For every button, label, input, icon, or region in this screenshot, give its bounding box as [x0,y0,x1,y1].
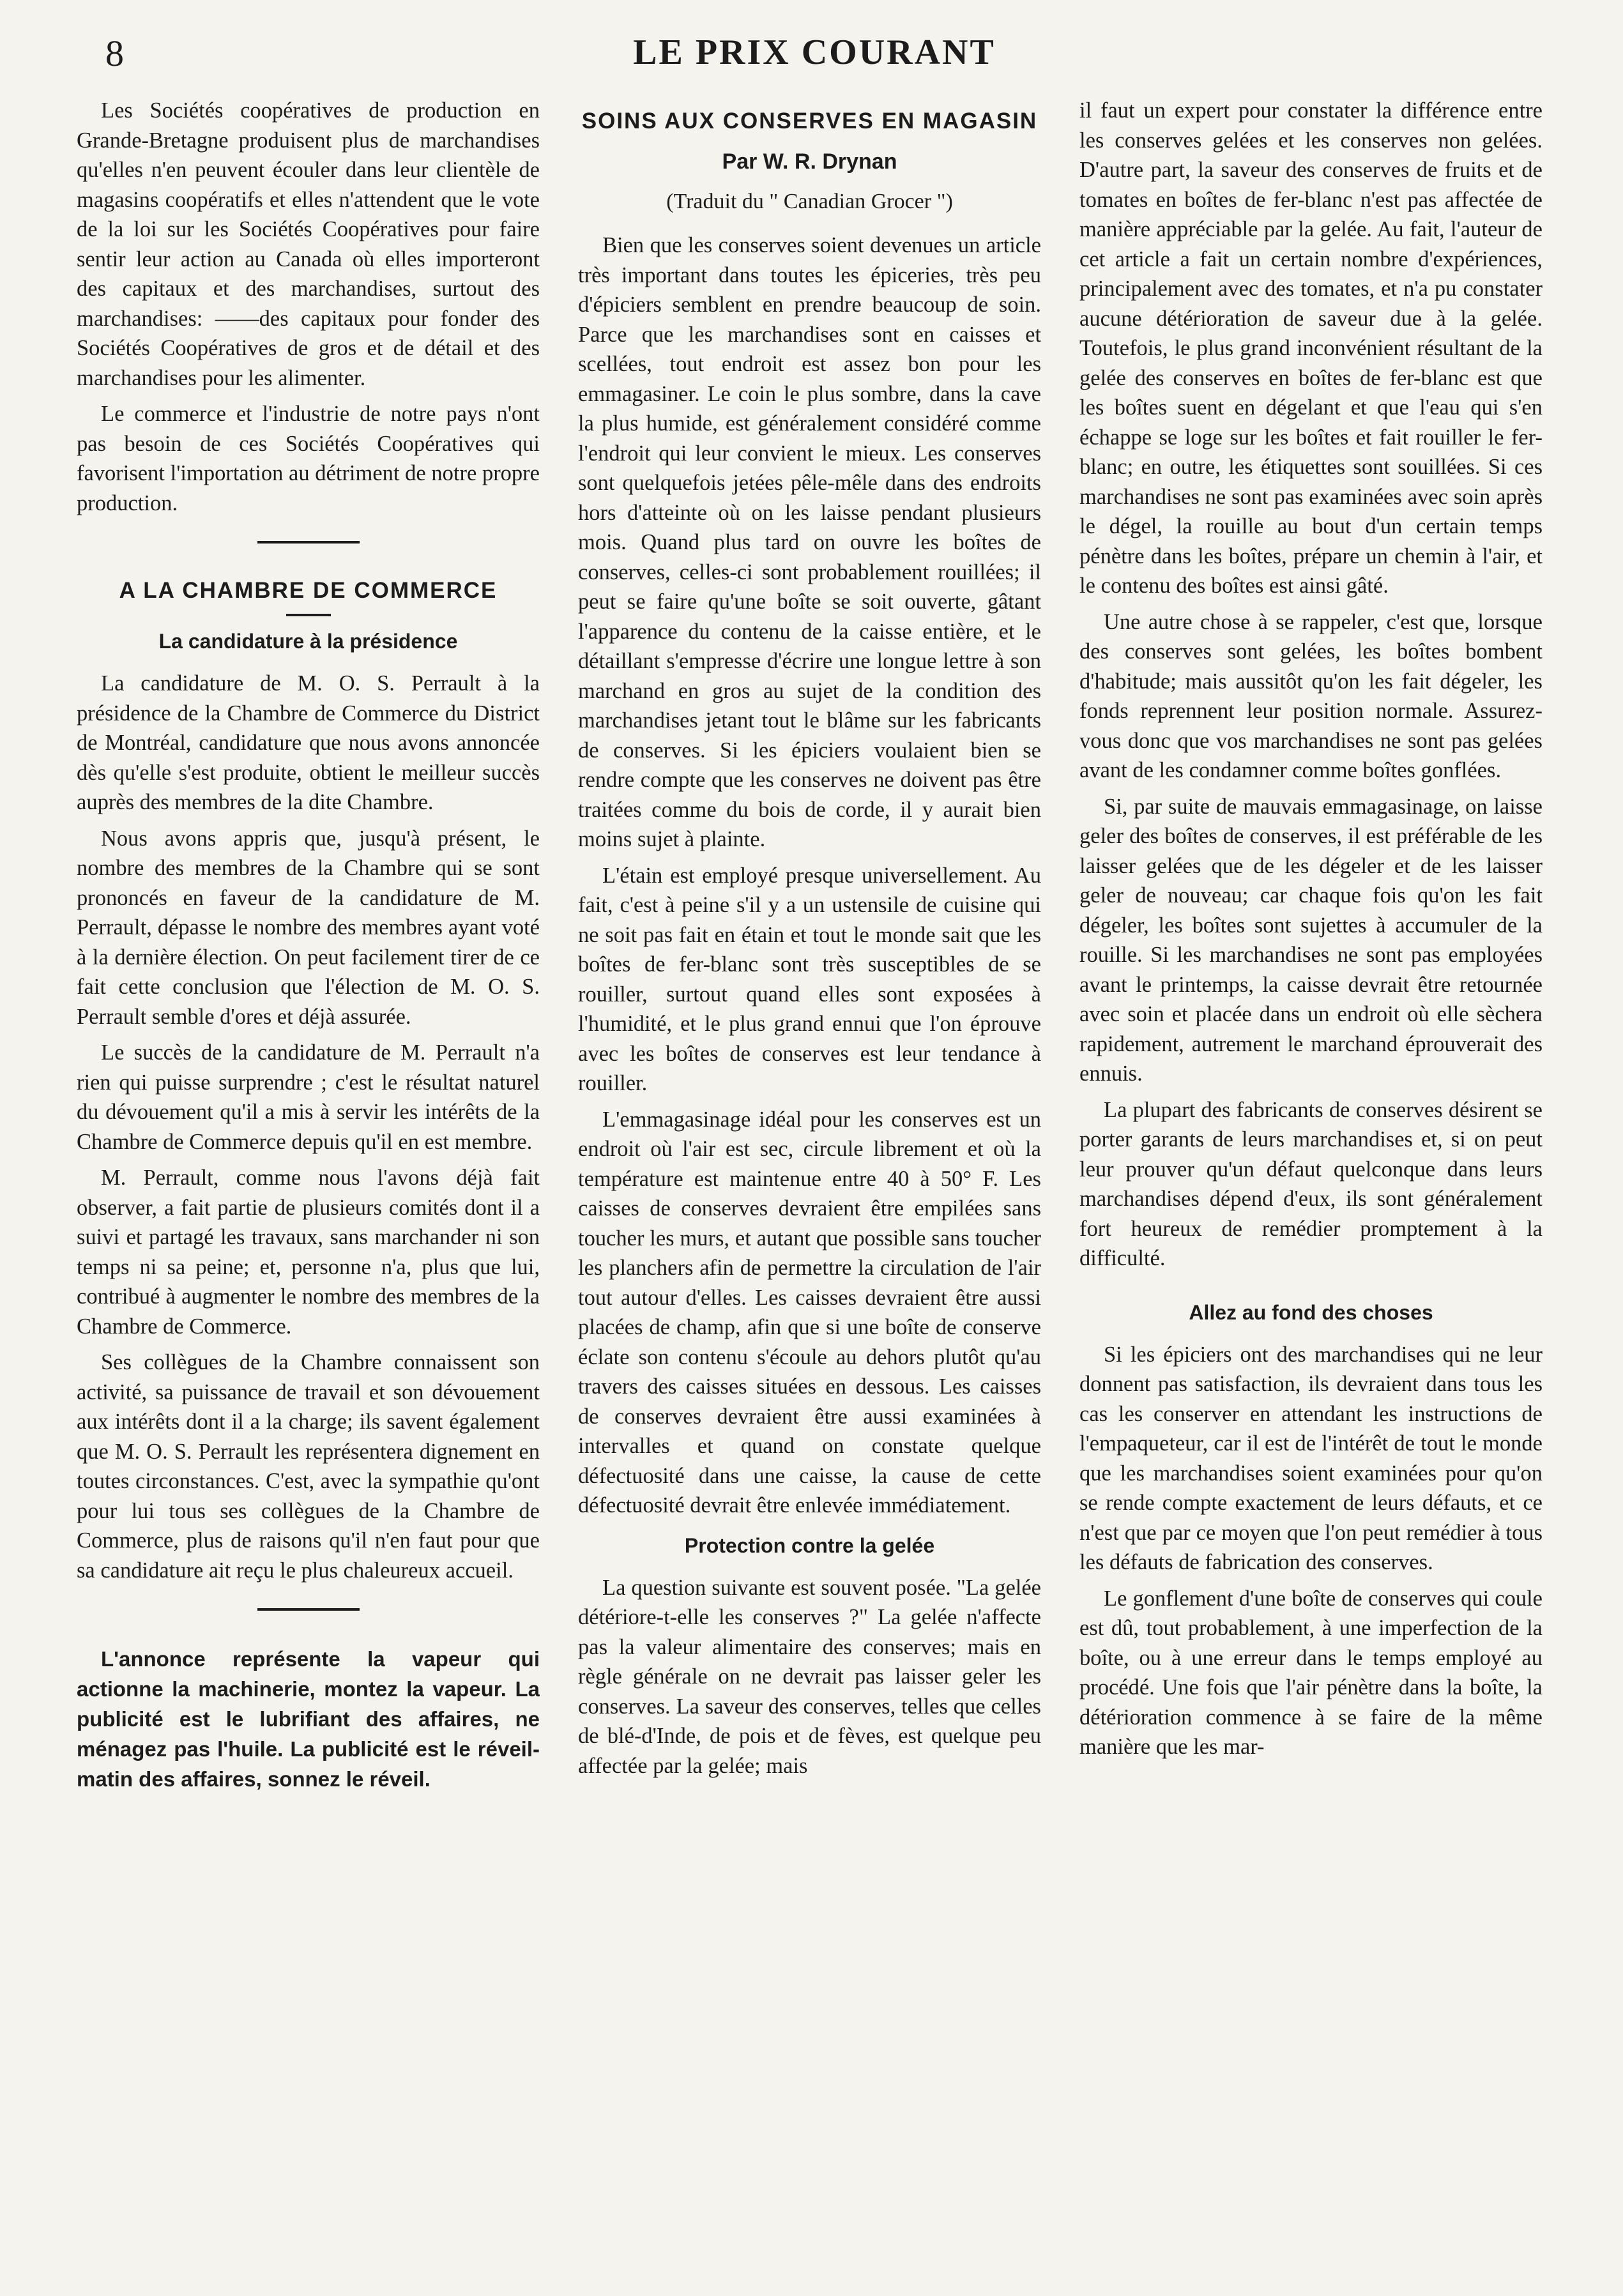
article-paragraph: La candidature de M. O. S. Perrault à la présidence de la Chambre de Commerce du District de Montréal, candidature que nous avons annoncée dès qu'elle s'est produite, obtient le meilleur succès auprès des membres de la dite Chambre. [77,671,540,814]
article-paragraph: il faut un expert pour constater la différence entre les conserves gelées et les conserves non gelées. D'autre part, la saveur des conserves de fruits et de tomates en boîtes de fer-blanc n'est pas affectée de manière appréciable par la gelée. Au fait, l'auteur de cet article a fait un certain nombre d'expériences, principalement avec des tomates, et n'a pu constater aucune détérioration de saveur due à la gelée. Toutefois, le plus grand inconvénient résultant de la gelée des conserves en boîtes de fer-blanc est que les boîtes suent en dégelant et que l'eau qui s'en échappe se loge sur les boîtes et fait rouiller le fer-blanc; en outre, les étiquettes sont souillées. Si ces marchandises ne sont pas examinées avec soin après le dégel, la rouille au bout d'un certain temps pénètre dans les boîtes, prépare un chemin à l'air, et le contenu des boîtes est ainsi gâté. [1079,98,1543,598]
article-byline: Par W. R. Drynan [722,149,897,174]
column-3 [1079,96,1543,2254]
intro-paragraph: Le commerce et l'industrie de notre pays n'ont pas besoin de ces Sociétés Coopératives qui favorisent l'importation au détriment de notre propre production. [77,402,540,515]
section-subheading: Protection contre la gelée [684,1533,935,1557]
article-paragraph: Une autre chose à se rappeler, c'est que, lorsque des conserves sont gelées, les boîtes bombent d'habitude; mais aussitôt qu'on les fait dégeler, les fonds reprennent leur position normale. Assurez-vous donc que vos marchandises ne sont pas gelées avant de les condamner comme boîtes gonflées. [1079,609,1543,782]
intro-paragraph: Les Sociétés coopératives de production en Grande-Bretagne produisent plus de marchandises qu'elles n'en peuvent écouler dans leur clientèle de magasins coopératifs et elles n'attendent que le vote de la loi sur les Sociétés Coopératives pour faire sentir leur action au Canada où elles importeront des capitaux et des marchandises, surtout des marchandises: ——des capitaux pour fonder des Sociétés Coopératives de gros et de détail et des marchandises pour les alimenter. [77,98,540,390]
page-number: 8 [105,33,124,74]
article-subtitle: La candidature à la présidence [158,630,458,653]
article-paragraph: L'emmagasinage idéal pour les conserves est un endroit où l'air est sec, circule librement et où la température est maintenue entre 40 à 50° F. Les caisses de conserves devraient être empilées sans toucher les murs, et autant que possible sans toucher les planchers afin de permettre la circulation de l'air tout autour d'elles. Les caisses devraient être aussi placées de champ, afin que si une boîte de conserve éclate son contenu s'écoule au dehors plutôt qu'au travers des caisses situées en dessous. Les caisses de conserves devraient être aussi examinées à intervalles et quand on constate quelque défectuosité dans une caisse, la cause de cette défectuosité devrait être enlevée immédiatement. [578,1107,1041,1517]
article-paragraph: La plupart des fabricants de conserves désirent se porter garants de leurs marchandises et, si on peut leur prouver qu'un défaut quelconque dans leurs marchandises dépend d'eux, ils sont généralement fort heureux de remédier promptement à la difficulté. [1079,1097,1543,1270]
article-title: SOINS AUX CONSERVES EN MAGASIN [581,109,1038,133]
notice-text: L'annonce représente la vapeur qui actionne la machinerie, montez la vapeur. La publicité est le lubrifiant des affaires, ne ménagez pas l'huile. La publicité est le réveil-matin des affaires, sonnez le réveil. [77,1647,540,1791]
article-paragraph: Si, par suite de mauvais emmagasinage, on laisse geler des boîtes de conserves, il est préférable de les laisser gelées que de les dégeler et de les laisser geler de nouveau; car chaque fois qu'on les fait dégeler, les boîtes sont sujettes à accumuler de la rouille. Si les marchandises ne sont pas employées avant le printemps, la caisse devrait être retournée avec soin et placée dans un endroit où elle sèchera rapidement, autrement le marchand éprouverait des ennuis. [1079,794,1543,1086]
title-rule [286,614,331,616]
column-1 [77,96,540,2254]
article-paragraph: Bien que les conserves soient devenues un article très important dans toutes les épiceries, très peu d'épiciers semblent en prendre beaucoup de soin. Parce que les marchandises sont en caisses et scellées, tout endroit est assez bon pour les emmagasiner. Le coin le plus sombre, dans la cave la plus humide, est généralement considéré comme l'endroit qui leur convient le mieux. Les conserves sont quelquefois jetées pêle-mêle dans des endroits hors d'atteinte où on les laisse pendant plusieurs mois. Quand plus tard on ouvre les boîtes de conserves, celles-ci sont probablement rouillées; il peut se faire qu'une boîte se soit ouverte, gâtant l'apparence du contenu de la caisse entière, et le détaillant s'empresse d'écrire une longue lettre à son marchand en gros au sujet de la condition des marchandises jetant tout le blâme sur les fabricants de conserves. Si les épiciers voulaient bien se rendre compte que les conserves ne doivent pas être traitées comme du bois de corde, il y aurait bien moins sujet à plainte. [578,233,1041,851]
column-2 [578,96,1041,2254]
advertising-notice [77,1644,540,1794]
article-paragraph: Si les épiciers ont des marchandises qui ne leur donnent pas satisfaction, ils devraient dans tous les cas les conserver en attendant les instructions de l'empaqueteur, car il est de l'intérêt de tout le monde que les marchandises soient examinées pour qu'on se rende compte exactement de leurs défauts, et ce n'est que par ce moyen que l'on peut remédier à tous les défauts de fabrication des conserves. [1079,1342,1543,1574]
article-paragraph: L'étain est employé presque universellement. Au fait, c'est à peine s'il y a un ustensile de cuisine qui ne soit pas fait en étain et tout le monde sait que les boîtes de fer-blanc sont très susceptibles de se rouiller, surtout quand elles sont exposées à l'humidité, et le plus grand ennui que l'on éprouve avec les boîtes de conserves est leur tendance à rouiller. [578,863,1041,1095]
article-paragraph: Nous avons appris que, jusqu'à présent, le nombre des membres de la Chambre qui se sont prononcés en faveur de la candidature de M. Perrault, dépasse le nombre des membres ayant voté à la dernière élection. On peut facilement tirer de ce fait cette conclusion que l'élection de M. O. S. Perrault semble d'ores et déjà assurée. [77,826,540,1029]
article-paragraph: Ses collègues de la Chambre connaissent son activité, sa puissance de travail et son dévouement aux intérêts dont il a la charge; ils savent également que M. O. S. Perrault les représentera dignement en toutes circonstances. C'est, avec la sympathie qu'ont pour lui tous ses collègues de la Chambre de Commerce, plus de raisons qu'il n'en faut pour que sa candidature ait reçu le plus chaleureux accueil. [77,1350,540,1583]
article-paragraph: La question suivante est souvent posée. "La gelée détériore-t-elle les conserves ?" La gelée n'affecte pas la valeur alimentaire des conserves; mais en règle générale on ne devrait pas laisser geler les conserves. La saveur des conserves, telles que celles de blé-d'Inde, de pois et de fèves, est quelque peu affectée par la gelée; mais [578,1575,1041,1778]
article-paragraph: Le succès de la candidature de M. Perrault n'a rien qui puisse surprendre ; c'est le résultat naturel du dévouement qu'il a mis à servir les intérêts de la Chambre de Commerce depuis qu'il en est membre. [77,1040,540,1154]
publication-title: LE PRIX COURANT [633,33,996,72]
section-divider [257,541,360,544]
page-header [70,26,1558,96]
section-divider [257,1608,360,1611]
article-paragraph: Le gonflement d'une boîte de conserves qui coule est dû, tout probablement, à une imperfection de la boîte, ou à une erreur dans le temps employé au procédé. Une fois que l'air pénètre dans la boîte, la détérioration commence à se faire de la même manière que les mar- [1079,1586,1543,1759]
section-subheading: Allez au fond des choses [1189,1300,1433,1324]
article-title: A LA CHAMBRE DE COMMERCE [119,578,498,603]
article-paragraph: M. Perrault, comme nous l'avons déjà fait observer, a fait partie de plusieurs comités dont il a suivi et partagé les travaux, sans marchander ni son temps ni sa peine; et, personne n'a, plus que lui, contribué à augmenter le nombre des membres de la Chambre de Commerce. [77,1166,540,1339]
translation-note: (Traduit du " Canadian Grocer ") [666,189,953,213]
